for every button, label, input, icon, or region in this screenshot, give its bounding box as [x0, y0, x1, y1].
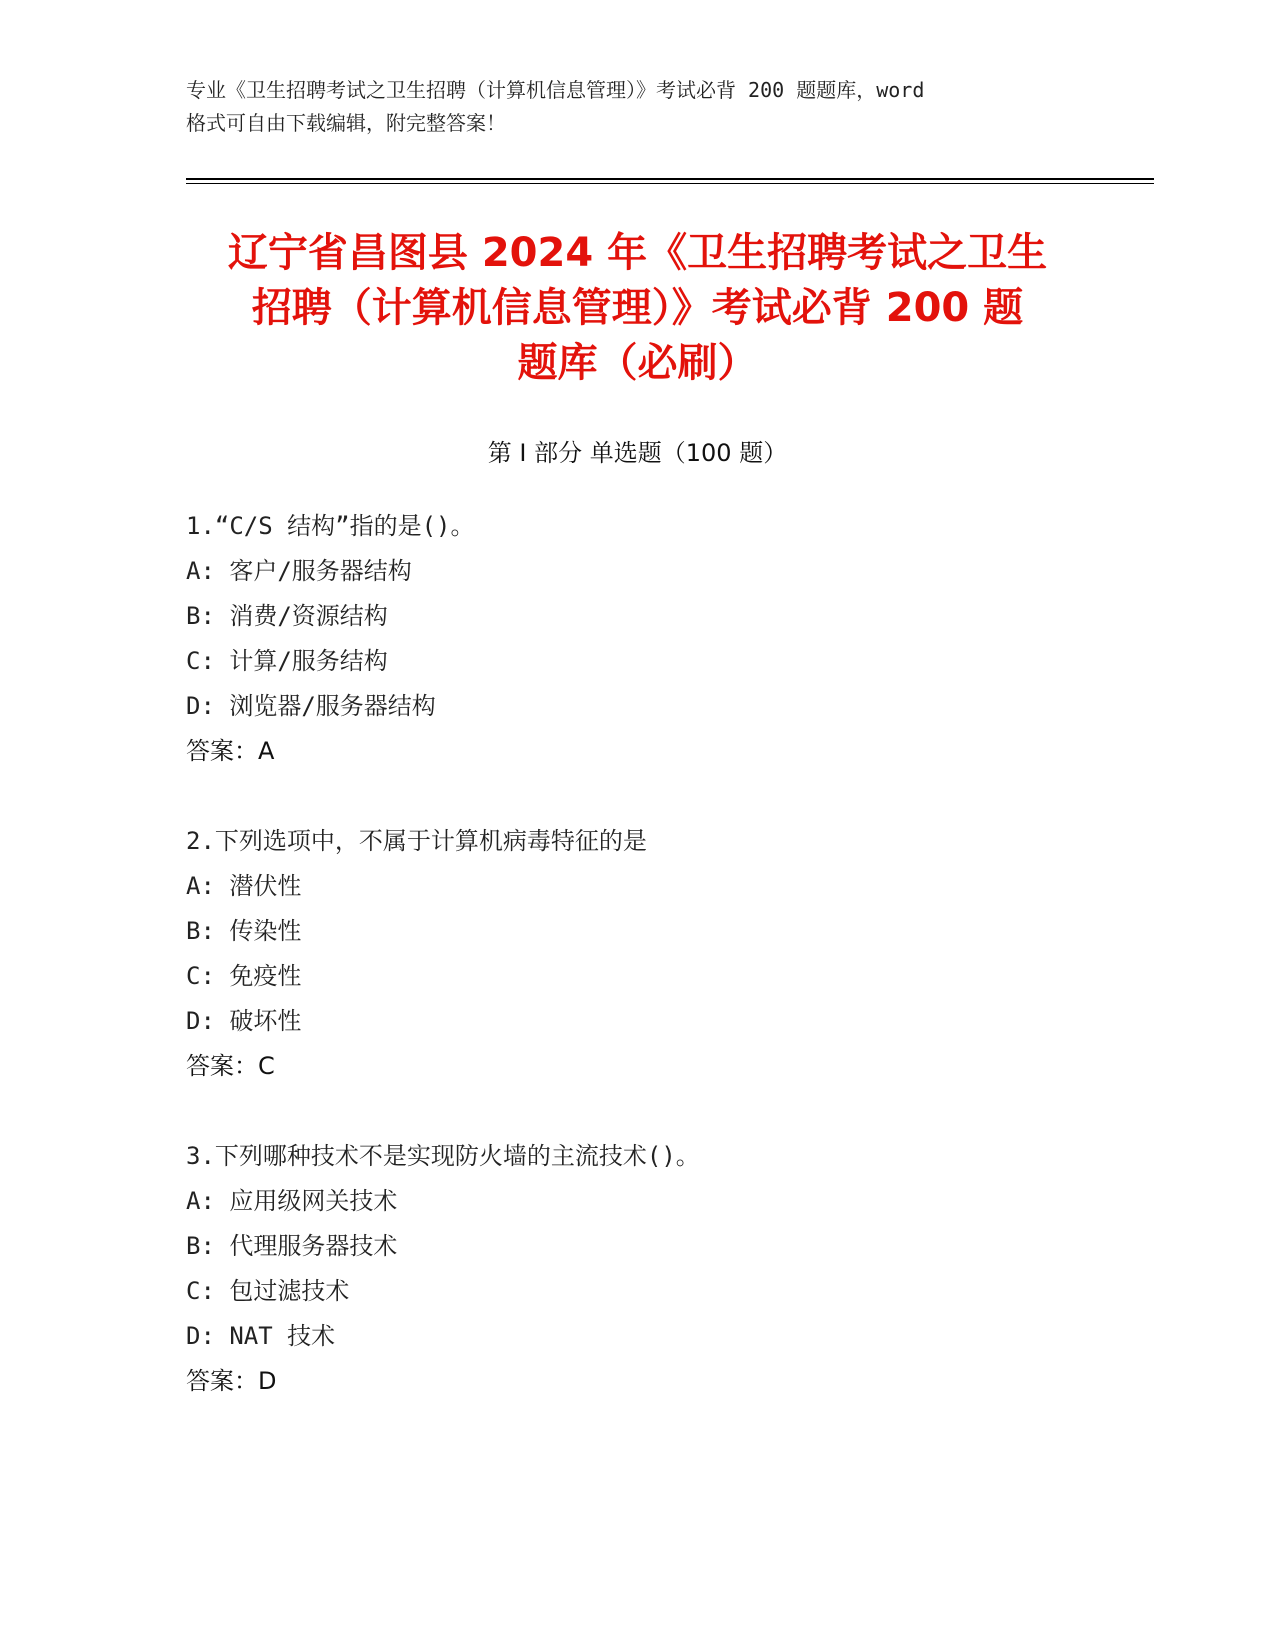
document-title-line-1: 辽宁省昌图县 2024 年《卫生招聘考试之卫生 — [227, 230, 1048, 276]
document-title — [160, 226, 1115, 391]
answer: 答案：C — [186, 1052, 275, 1080]
document-title-line-3: 题库（必刷） — [517, 340, 758, 386]
option-c: C: 包过滤技术 — [186, 1277, 350, 1305]
option-d: D: 浏览器/服务器结构 — [186, 692, 436, 720]
answer: 答案：A — [186, 737, 275, 765]
header-note-line-1: 专业《卫生招聘考试之卫生招聘（计算机信息管理）》考试必背 200 题题库，word — [186, 78, 925, 102]
option-b: B: 传染性 — [186, 917, 302, 945]
document-title-line-2: 招聘（计算机信息管理）》考试必背 200 题 — [251, 285, 1024, 331]
option-b: B: 消费/资源结构 — [186, 602, 388, 630]
answer: 答案：D — [186, 1367, 277, 1395]
option-d: D: NAT 技术 — [186, 1322, 336, 1350]
question-stem: 2.下列选项中，不属于计算机病毒特征的是 — [186, 827, 647, 855]
question-stem: 1.“C/S 结构”指的是()。 — [186, 512, 475, 540]
question-stem: 3.下列哪种技术不是实现防火墙的主流技术()。 — [186, 1142, 700, 1170]
question-1 — [186, 504, 1086, 774]
header-note — [186, 74, 1086, 140]
section-title: 第 I 部分 单选题（100 题） — [487, 439, 788, 467]
header-divider-thick — [186, 178, 1154, 180]
question-3 — [186, 1134, 1086, 1404]
option-a: A: 客户/服务器结构 — [186, 557, 412, 585]
question-2 — [186, 819, 1086, 1089]
option-c: C: 免疫性 — [186, 962, 302, 990]
option-c: C: 计算/服务结构 — [186, 647, 388, 675]
option-d: D: 破坏性 — [186, 1007, 302, 1035]
option-b: B: 代理服务器技术 — [186, 1232, 398, 1260]
option-a: A: 潜伏性 — [186, 872, 302, 900]
option-a: A: 应用级网关技术 — [186, 1187, 398, 1215]
header-note-line-2: 格式可自由下载编辑，附完整答案！ — [186, 111, 506, 135]
header-divider-thin — [186, 183, 1154, 184]
